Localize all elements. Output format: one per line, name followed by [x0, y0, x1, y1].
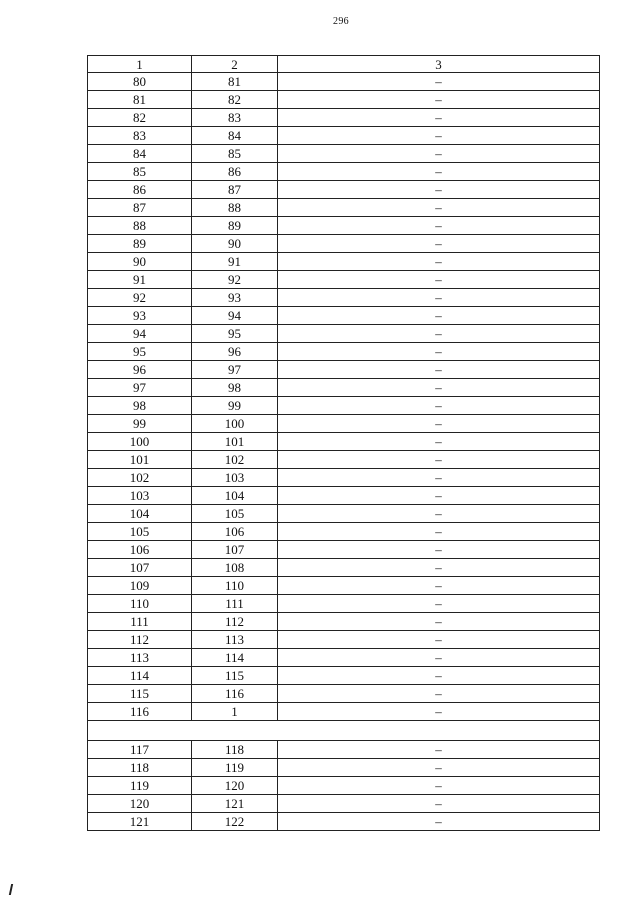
- table-cell-col1: 119: [88, 777, 192, 795]
- table-row: [88, 813, 600, 831]
- table-cell-col2: 121: [192, 795, 278, 813]
- table-cell-col2: 88: [192, 199, 278, 217]
- table-cell-col1: 94: [88, 325, 192, 343]
- table-row: [88, 127, 600, 145]
- table-row: [88, 741, 600, 759]
- table-cell-col1: 80: [88, 73, 192, 91]
- table-cell-col1: 99: [88, 415, 192, 433]
- table-cell-col2: 81: [192, 73, 278, 91]
- table-cell-col3: –: [278, 235, 600, 253]
- table-cell-col1: 87: [88, 199, 192, 217]
- table-cell-col1: 89: [88, 235, 192, 253]
- table-row: [88, 235, 600, 253]
- table-cell-col3: –: [278, 145, 600, 163]
- table-cell-col2: 90: [192, 235, 278, 253]
- table-cell-col3: –: [278, 325, 600, 343]
- table-row: [88, 91, 600, 109]
- table-cell-col1: 105: [88, 523, 192, 541]
- table-row: [88, 361, 600, 379]
- table-row: [88, 577, 600, 595]
- table-cell-col3: –: [278, 759, 600, 777]
- table-cell-col3: –: [278, 813, 600, 831]
- table-cell-col2: 101: [192, 433, 278, 451]
- table-cell-col1: 84: [88, 145, 192, 163]
- header-cell-2: 2: [192, 56, 278, 73]
- table-cell-col3: –: [278, 541, 600, 559]
- table-cell-col3: –: [278, 777, 600, 795]
- table-cell-col3: –: [278, 199, 600, 217]
- table-cell-col2: 107: [192, 541, 278, 559]
- table-cell-col2: 102: [192, 451, 278, 469]
- table-cell-col3: –: [278, 415, 600, 433]
- table-cell-col3: –: [278, 73, 600, 91]
- table-row: [88, 181, 600, 199]
- table-cell-col3: –: [278, 127, 600, 145]
- table-row: [88, 777, 600, 795]
- table-cell-col2: 99: [192, 397, 278, 415]
- table-cell-col2: 113: [192, 631, 278, 649]
- table-cell-col3: –: [278, 703, 600, 721]
- table-cell-col1: 106: [88, 541, 192, 559]
- table-cell-col2: 111: [192, 595, 278, 613]
- table-cell-col2: 91: [192, 253, 278, 271]
- table-cell-col1: 111: [88, 613, 192, 631]
- table-cell-col1: 92: [88, 289, 192, 307]
- table-cell-col2: 87: [192, 181, 278, 199]
- table-cell-col1: 104: [88, 505, 192, 523]
- table-cell-col1: 120: [88, 795, 192, 813]
- table-cell-col3: –: [278, 577, 600, 595]
- table-cell-col3: –: [278, 271, 600, 289]
- table-row: [88, 667, 600, 685]
- table-cell-col3: –: [278, 181, 600, 199]
- table-cell-col2: 95: [192, 325, 278, 343]
- table-cell-col2: 110: [192, 577, 278, 595]
- table-cell-col1: 82: [88, 109, 192, 127]
- table-row: [88, 631, 600, 649]
- table-cell-col3: –: [278, 307, 600, 325]
- table-cell-col1: 112: [88, 631, 192, 649]
- table-row: [88, 343, 600, 361]
- table-cell-col3: –: [278, 469, 600, 487]
- table-row: [88, 253, 600, 271]
- table-cell-col2: 104: [192, 487, 278, 505]
- table-cell-col3: –: [278, 559, 600, 577]
- table-row: [88, 379, 600, 397]
- table-cell-col3: –: [278, 289, 600, 307]
- table-row: [88, 795, 600, 813]
- table-row: [88, 523, 600, 541]
- table-row: [88, 397, 600, 415]
- table-row: [88, 307, 600, 325]
- table-cell-col2: 85: [192, 145, 278, 163]
- table-gap-cell: [88, 721, 600, 741]
- table-cell-col2: 118: [192, 741, 278, 759]
- table-row: [88, 415, 600, 433]
- table-cell-col3: –: [278, 685, 600, 703]
- table-row: [88, 541, 600, 559]
- table-cell-col2: 120: [192, 777, 278, 795]
- table-cell-col3: –: [278, 433, 600, 451]
- table-cell-col1: 88: [88, 217, 192, 235]
- table-cell-col3: –: [278, 91, 600, 109]
- table-cell-col3: –: [278, 109, 600, 127]
- table-row: [88, 145, 600, 163]
- table-row: [88, 325, 600, 343]
- table-row: [88, 469, 600, 487]
- table-cell-col1: 109: [88, 577, 192, 595]
- table-row: [88, 199, 600, 217]
- table-cell-col1: 113: [88, 649, 192, 667]
- table-cell-col2: 96: [192, 343, 278, 361]
- table-cell-col2: 114: [192, 649, 278, 667]
- table-cell-col1: 81: [88, 91, 192, 109]
- table-cell-col2: 82: [192, 91, 278, 109]
- table-cell-col3: –: [278, 451, 600, 469]
- table-gap-row: [88, 721, 600, 741]
- table-cell-col3: –: [278, 379, 600, 397]
- table-cell-col1: 90: [88, 253, 192, 271]
- table-cell-col2: 92: [192, 271, 278, 289]
- table-cell-col3: –: [278, 361, 600, 379]
- table-cell-col1: 116: [88, 703, 192, 721]
- table-row: [88, 759, 600, 777]
- table-cell-col3: –: [278, 613, 600, 631]
- table-cell-col1: 115: [88, 685, 192, 703]
- table-cell-col3: –: [278, 649, 600, 667]
- table-row: [88, 613, 600, 631]
- table-cell-col3: –: [278, 741, 600, 759]
- table-cell-col3: –: [278, 487, 600, 505]
- table-cell-col3: –: [278, 795, 600, 813]
- page-number: 296: [333, 16, 349, 27]
- table-cell-col1: 83: [88, 127, 192, 145]
- table-cell-col1: 101: [88, 451, 192, 469]
- table-row: [88, 703, 600, 721]
- table-cell-col1: 97: [88, 379, 192, 397]
- table-cell-col1: 107: [88, 559, 192, 577]
- table-cell-col2: 105: [192, 505, 278, 523]
- table-cell-col1: 86: [88, 181, 192, 199]
- table-cell-col2: 100: [192, 415, 278, 433]
- table-cell-col2: 103: [192, 469, 278, 487]
- table-cell-col1: 103: [88, 487, 192, 505]
- table-row: [88, 163, 600, 181]
- table-cell-col3: –: [278, 253, 600, 271]
- table-cell-col2: 116: [192, 685, 278, 703]
- table-cell-col2: 86: [192, 163, 278, 181]
- table-row: [88, 649, 600, 667]
- table-body: [88, 56, 600, 831]
- table-cell-col1: 93: [88, 307, 192, 325]
- table-row: [88, 559, 600, 577]
- table-cell-col3: –: [278, 397, 600, 415]
- table-cell-col1: 85: [88, 163, 192, 181]
- table-row: [88, 487, 600, 505]
- table-cell-col2: 83: [192, 109, 278, 127]
- table-cell-col2: 119: [192, 759, 278, 777]
- table-row: [88, 433, 600, 451]
- table-cell-col1: 98: [88, 397, 192, 415]
- table-cell-col1: 100: [88, 433, 192, 451]
- data-table: [87, 55, 600, 831]
- table-cell-col3: –: [278, 595, 600, 613]
- table-row: [88, 271, 600, 289]
- table-cell-col2: 93: [192, 289, 278, 307]
- table-cell-col2: 122: [192, 813, 278, 831]
- table-row: [88, 73, 600, 91]
- table-cell-col2: 1: [192, 703, 278, 721]
- table-cell-col2: 94: [192, 307, 278, 325]
- table-cell-col3: –: [278, 163, 600, 181]
- table-cell-col2: 89: [192, 217, 278, 235]
- table-cell-col1: 118: [88, 759, 192, 777]
- table-row: [88, 505, 600, 523]
- table-row: [88, 289, 600, 307]
- table-cell-col2: 115: [192, 667, 278, 685]
- table-cell-col1: 110: [88, 595, 192, 613]
- table-cell-col1: 102: [88, 469, 192, 487]
- table-cell-col2: 98: [192, 379, 278, 397]
- table-cell-col3: –: [278, 343, 600, 361]
- table-header-row: [88, 56, 600, 73]
- table-row: [88, 451, 600, 469]
- table-cell-col3: –: [278, 667, 600, 685]
- table-cell-col1: 114: [88, 667, 192, 685]
- table-row: [88, 217, 600, 235]
- table-cell-col2: 84: [192, 127, 278, 145]
- header-cell-3: 3: [278, 56, 600, 73]
- table-row: [88, 685, 600, 703]
- table-cell-col1: 91: [88, 271, 192, 289]
- table-row: [88, 595, 600, 613]
- table-cell-col2: 97: [192, 361, 278, 379]
- table-cell-col1: 117: [88, 741, 192, 759]
- table-cell-col3: –: [278, 523, 600, 541]
- scan-mark: [9, 884, 13, 895]
- table-cell-col3: –: [278, 217, 600, 235]
- table-cell-col3: –: [278, 631, 600, 649]
- table-cell-col1: 121: [88, 813, 192, 831]
- table-cell-col2: 106: [192, 523, 278, 541]
- table-cell-col3: –: [278, 505, 600, 523]
- table-cell-col1: 95: [88, 343, 192, 361]
- table-cell-col2: 112: [192, 613, 278, 631]
- table-row: [88, 109, 600, 127]
- header-cell-1: 1: [88, 56, 192, 73]
- table-cell-col2: 108: [192, 559, 278, 577]
- table-cell-col1: 96: [88, 361, 192, 379]
